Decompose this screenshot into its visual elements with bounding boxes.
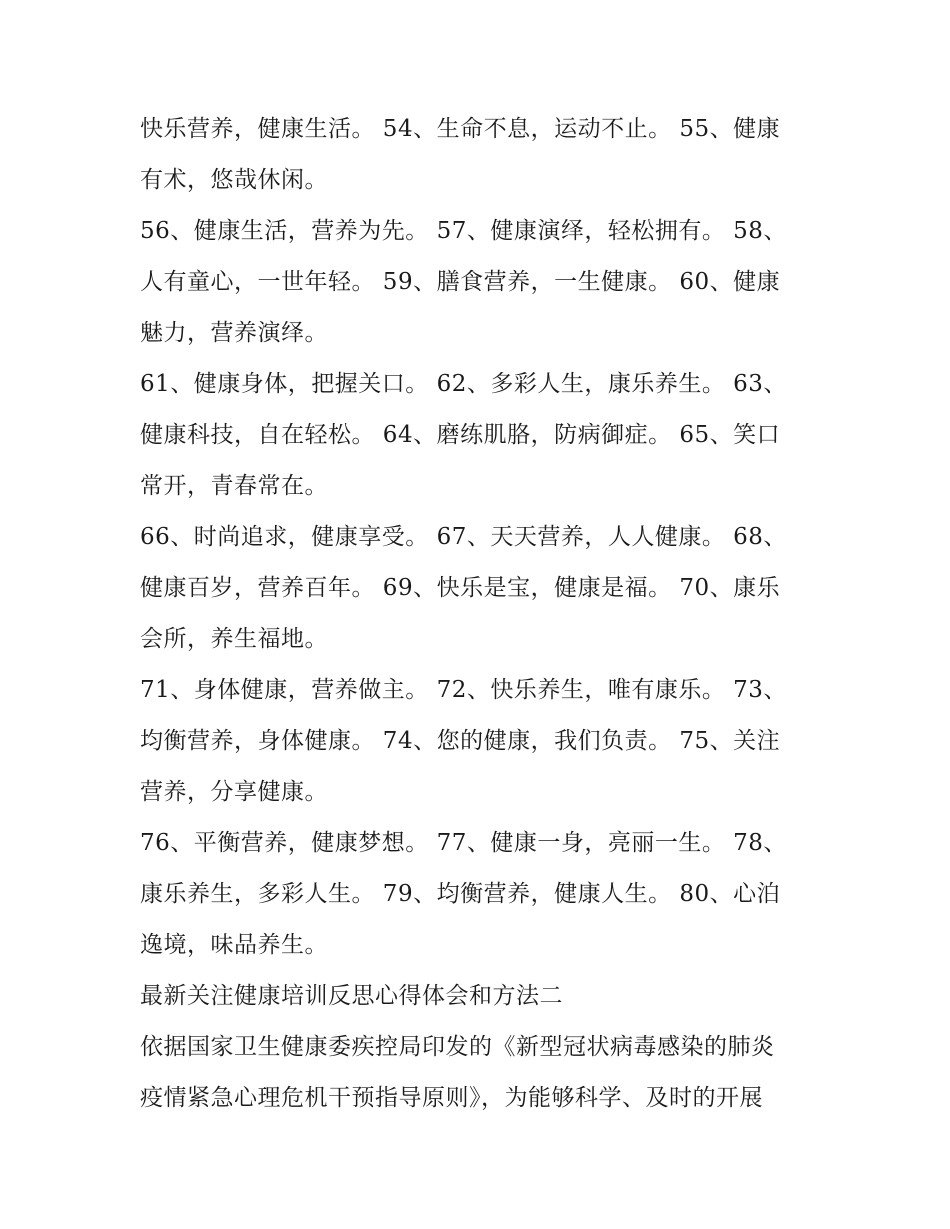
text-line: 健康科技，自在轻松。 64、磨练肌胳，防病御症。 65、笑口 [140,422,781,448]
text-line: 76、平衡营养，健康梦想。 77、健康一身，亮丽一生。 78、 [140,830,787,856]
text-line: 有术，悠哉休闲。 [140,167,328,193]
text-line: 会所，养生福地。 [140,626,328,652]
text-line: 健康百岁，营养百年。 69、快乐是宝，健康是福。 70、康乐 [140,575,781,601]
paragraph [140,818,820,971]
text-line: 56、健康生活，营养为先。 57、健康演绎，轻松拥有。 58、 [140,218,787,244]
text-line: 快乐营养，健康生活。 54、生命不息，运动不止。 55、健康 [140,116,781,142]
text-line: 疫情紧急心理危机干预指导原则》，为能够科学、及时的开展 [140,1085,763,1111]
text-line: 66、时尚追求，健康享受。 67、天天营养，人人健康。 68、 [140,524,787,550]
text-line: 魅力，营养演绎。 [140,320,328,346]
paragraph [140,206,820,359]
text-line: 最新关注健康培训反思心得体会和方法二 [140,983,563,1009]
paragraph [140,104,820,206]
paragraph [140,359,820,512]
text-line: 61、健康身体，把握关口。 62、多彩人生，康乐养生。 63、 [140,371,787,397]
text-line: 营养，分享健康。 [140,779,328,805]
paragraph [140,665,820,818]
paragraph [140,512,820,665]
document-body [140,104,820,1124]
text-line: 逸境，味品养生。 [140,932,328,958]
paragraph [140,1022,820,1124]
text-line: 71、身体健康，营养做主。 72、快乐养生，唯有康乐。 73、 [140,677,787,703]
text-line: 常开，青春常在。 [140,473,328,499]
text-line: 人有童心，一世年轻。 59、膳食营养，一生健康。 60、健康 [140,269,781,295]
text-line: 均衡营养，身体健康。 74、您的健康，我们负责。 75、关注 [140,728,781,754]
text-line: 依据国家卫生健康委疾控局印发的《新型冠状病毒感染的肺炎 [140,1034,775,1060]
paragraph [140,971,820,1022]
text-line: 康乐养生，多彩人生。 79、均衡营养，健康人生。 80、心泊 [140,881,781,907]
